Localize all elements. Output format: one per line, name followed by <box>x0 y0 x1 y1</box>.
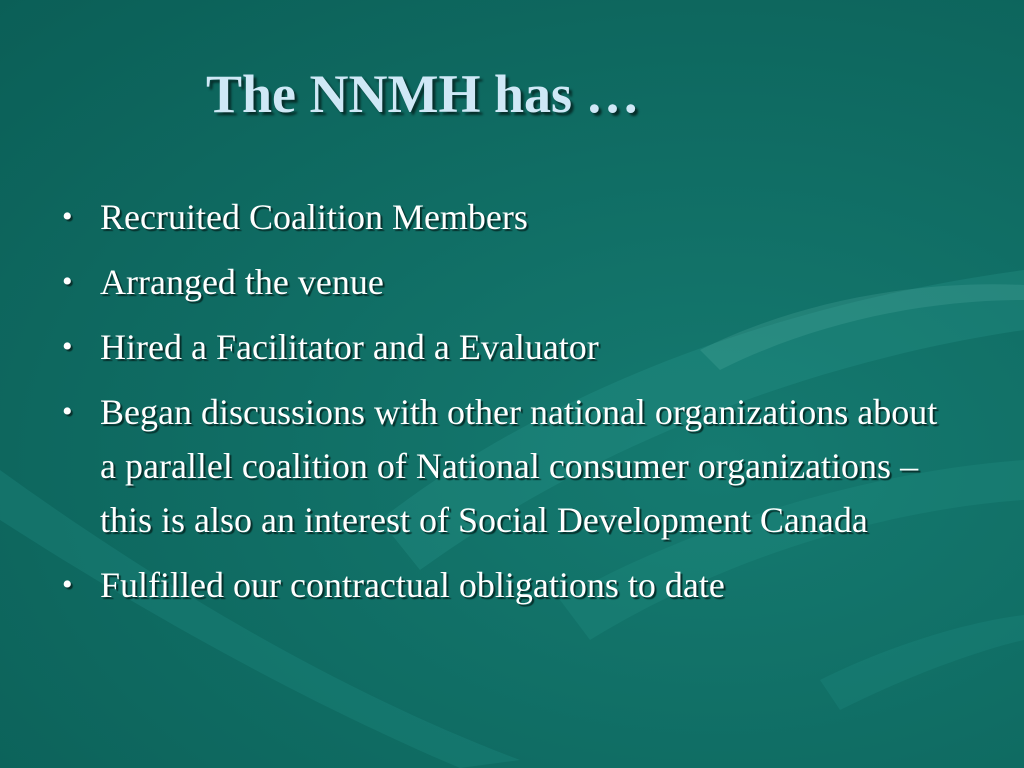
bullet-text: Fulfilled our contractual obligations to date <box>100 565 725 605</box>
bullet-point-icon: • <box>62 395 73 428</box>
bullet-text: Recruited Coalition Members <box>100 197 528 237</box>
bullet-text: Hired a Facilitator and a Evaluator <box>100 327 599 367</box>
bullet-list <box>62 190 942 623</box>
bullet-text: Arranged the venue <box>100 262 384 302</box>
bullet-point-icon: • <box>62 330 73 363</box>
bullet-item <box>62 255 942 309</box>
bullet-item <box>62 385 942 547</box>
bullet-point-icon: • <box>62 265 73 298</box>
slide-title: The NNMH has … <box>206 64 640 124</box>
bullet-point-icon: • <box>62 568 73 601</box>
bullet-point-icon: • <box>62 200 73 233</box>
bullet-item <box>62 320 942 374</box>
bullet-item <box>62 558 942 612</box>
bullet-text: Began discussions with other national organizations about a parallel coalition of National consumer organizations – this is also an interest of Social Development Canada <box>100 392 938 540</box>
bullet-item <box>62 190 942 244</box>
